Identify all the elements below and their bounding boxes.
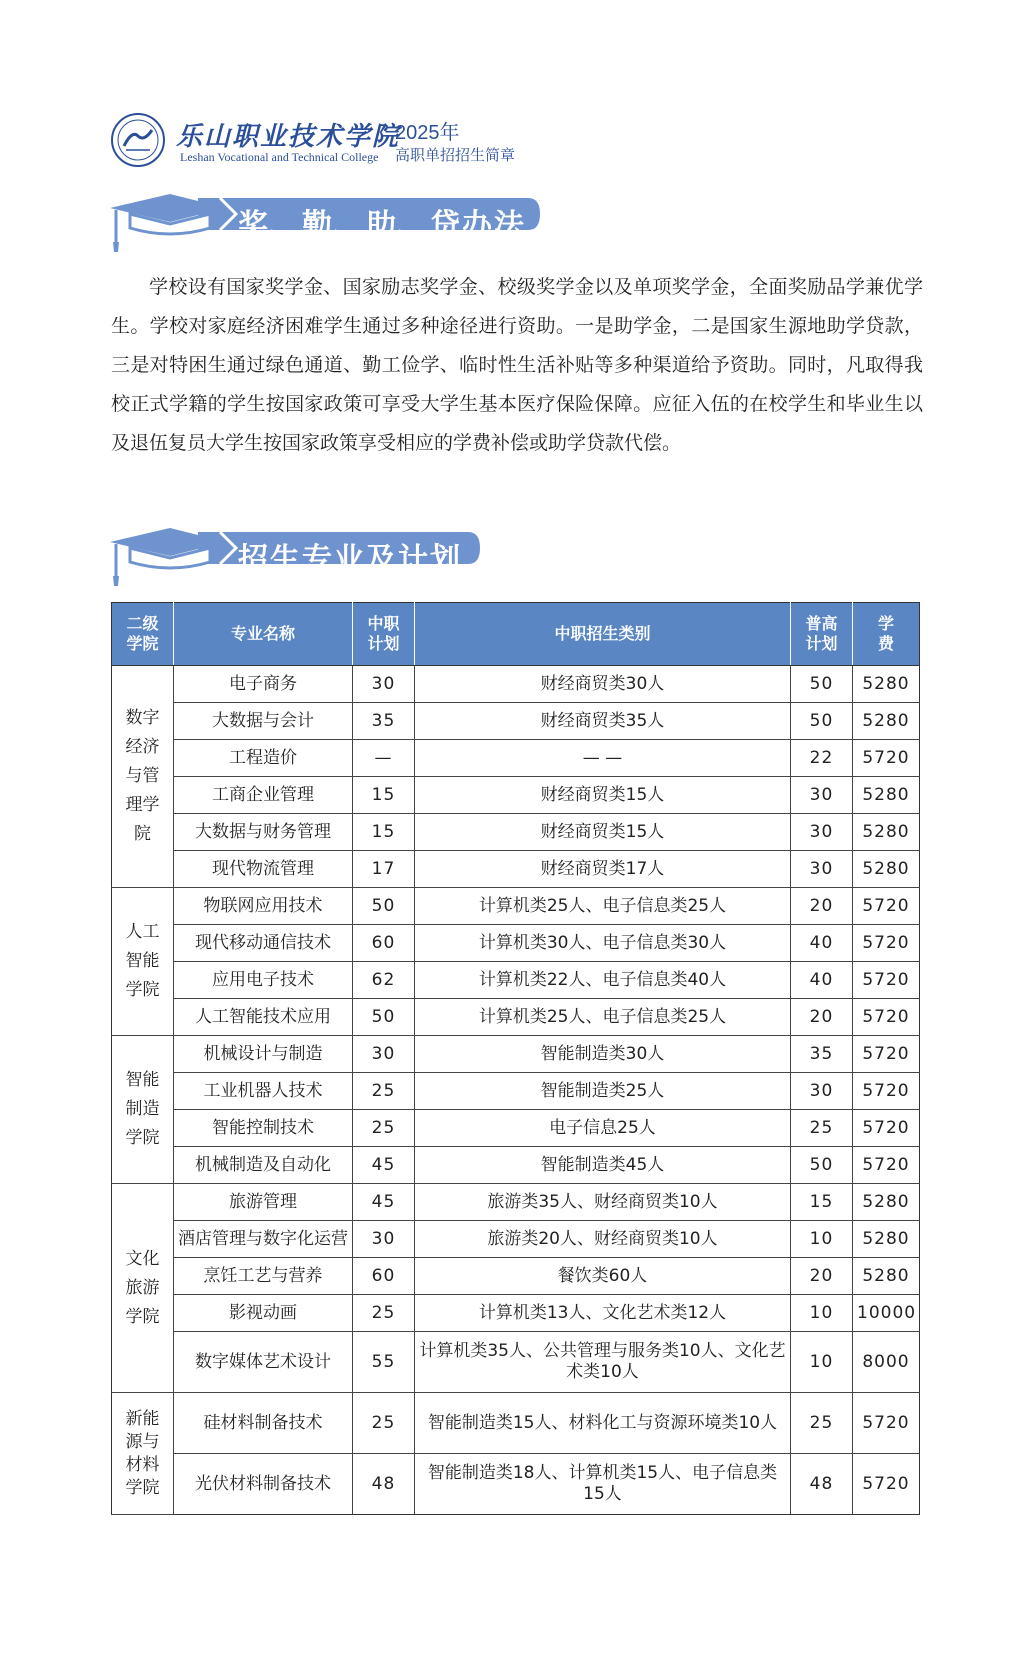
scholarship-paragraph: 学校设有国家奖学金、国家励志奖学金、校级奖学金以及单项奖学金，全面奖励品学兼优学生。学校对家庭经济困难学生通过多种途径进行资助。一是助学金，二是国家生源地助学贷款，三是对特困生通过绿色通道、勤工俭学、临时性生活补贴等多种渠道给予资助。同时，凡取得我校正式学籍的学生按国家政策可享受大学生基本医疗保险保障。应征入伍的在校学生和毕业生以及退伍复员大学生按国家政策享受相应的学费补偿或助学贷款代偿。 [111, 276, 923, 454]
header-major: 专业名称 [174, 603, 353, 666]
table-row [112, 888, 920, 925]
zz-category-cell: 智能制造类25人 [415, 1073, 791, 1110]
pg-plan-cell: 30 [791, 777, 853, 814]
fee-cell: 5720 [853, 1073, 920, 1110]
college-cell: 人工 智能 学院 [112, 888, 174, 1036]
major-cell: 工程造价 [174, 740, 353, 777]
zz-plan-cell: 60 [353, 1258, 415, 1295]
zz-category-cell: 财经商贸类30人 [415, 666, 791, 703]
fee-cell: 5720 [853, 1147, 920, 1184]
pg-plan-cell: 50 [791, 703, 853, 740]
table-row [112, 703, 920, 740]
header-fee: 学 费 [853, 603, 920, 666]
table-header-row [112, 603, 920, 666]
zz-plan-cell: 25 [353, 1295, 415, 1332]
table-row [112, 1258, 920, 1295]
brochure-year: 2025年 [395, 122, 460, 144]
major-cell: 机械制造及自动化 [174, 1147, 353, 1184]
zz-plan-cell: 30 [353, 666, 415, 703]
table-row [112, 1295, 920, 1332]
fee-cell: 5720 [853, 925, 920, 962]
zz-plan-cell: 55 [353, 1332, 415, 1393]
zz-plan-cell: 30 [353, 1036, 415, 1073]
zz-plan-cell: 45 [353, 1184, 415, 1221]
zz-category-cell: 智能制造类18人、计算机类15人、电子信息类15人 [415, 1454, 791, 1515]
section-title: 招生专业及计划 [238, 542, 462, 577]
pg-plan-cell: 20 [791, 999, 853, 1036]
major-cell: 大数据与财务管理 [174, 814, 353, 851]
table-row [112, 777, 920, 814]
table-row [112, 851, 920, 888]
zz-category-cell: 计算机类25人、电子信息类25人 [415, 888, 791, 925]
fee-cell: 8000 [853, 1332, 920, 1393]
fee-cell: 5280 [853, 851, 920, 888]
pg-plan-cell: 30 [791, 814, 853, 851]
table-row [112, 1454, 920, 1515]
pg-plan-cell: 40 [791, 962, 853, 999]
major-cell: 烹饪工艺与营养 [174, 1258, 353, 1295]
zz-category-cell: 计算机类22人、电子信息类40人 [415, 962, 791, 999]
major-cell: 酒店管理与数字化运营 [174, 1221, 353, 1258]
header-pg-plan: 普高 计划 [791, 603, 853, 666]
zz-plan-cell: — [353, 740, 415, 777]
pg-plan-cell: 22 [791, 740, 853, 777]
zz-category-cell: 智能制造类45人 [415, 1147, 791, 1184]
zz-plan-cell: 48 [353, 1454, 415, 1515]
table-row [112, 1073, 920, 1110]
major-cell: 应用电子技术 [174, 962, 353, 999]
table-row [112, 1393, 920, 1454]
zz-plan-cell: 25 [353, 1073, 415, 1110]
table-row [112, 1221, 920, 1258]
college-seal-icon [110, 112, 166, 168]
table-row [112, 925, 920, 962]
table-row [112, 1110, 920, 1147]
zz-plan-cell: 45 [353, 1147, 415, 1184]
zz-category-cell: 旅游类20人、财经商贸类10人 [415, 1221, 791, 1258]
pg-plan-cell: 30 [791, 851, 853, 888]
pg-plan-cell: 20 [791, 888, 853, 925]
zz-plan-cell: 60 [353, 925, 415, 962]
fee-cell: 5720 [853, 888, 920, 925]
zz-category-cell: 计算机类35人、公共管理与服务类10人、文化艺术类10人 [415, 1332, 791, 1393]
table-row [112, 999, 920, 1036]
zz-category-cell: 财经商贸类35人 [415, 703, 791, 740]
college-name-cn: 乐山职业技术学院 [176, 122, 401, 152]
header-zz-category: 中职招生类别 [415, 603, 791, 666]
zz-category-cell: 智能制造类30人 [415, 1036, 791, 1073]
zz-plan-cell: 17 [353, 851, 415, 888]
zz-plan-cell: 15 [353, 777, 415, 814]
major-cell: 现代物流管理 [174, 851, 353, 888]
zz-category-cell: 智能制造类15人、材料化工与资源环境类10人 [415, 1393, 791, 1454]
zz-plan-cell: 30 [353, 1221, 415, 1258]
pg-plan-cell: 25 [791, 1110, 853, 1147]
zz-plan-cell: 62 [353, 962, 415, 999]
enrollment-plan-table [111, 602, 920, 1515]
major-cell: 光伏材料制备技术 [174, 1454, 353, 1515]
fee-cell: 5280 [853, 1258, 920, 1295]
zz-plan-cell: 25 [353, 1110, 415, 1147]
college-cell: 文化 旅游 学院 [112, 1184, 174, 1393]
fee-cell: 5720 [853, 740, 920, 777]
pg-plan-cell: 35 [791, 1036, 853, 1073]
fee-cell: 5720 [853, 1393, 920, 1454]
fee-cell: 5720 [853, 1036, 920, 1073]
college-cell: 数字 经济 与管 理学 院 [112, 666, 174, 888]
zz-plan-cell: 25 [353, 1393, 415, 1454]
header-college: 二级 学院 [112, 603, 174, 666]
zz-category-cell: 计算机类25人、电子信息类25人 [415, 999, 791, 1036]
table-row [112, 1184, 920, 1221]
college-cell: 新能 源与 材料 学院 [112, 1393, 174, 1515]
pg-plan-cell: 15 [791, 1184, 853, 1221]
zz-category-cell: 电子信息25人 [415, 1110, 791, 1147]
major-cell: 大数据与会计 [174, 703, 353, 740]
table-row [112, 1036, 920, 1073]
table-body [112, 666, 920, 1515]
major-cell: 硅材料制备技术 [174, 1393, 353, 1454]
pg-plan-cell: 20 [791, 1258, 853, 1295]
major-cell: 影视动画 [174, 1295, 353, 1332]
major-cell: 数字媒体艺术设计 [174, 1332, 353, 1393]
pg-plan-cell: 50 [791, 666, 853, 703]
pg-plan-cell: 10 [791, 1295, 853, 1332]
table-row [112, 740, 920, 777]
zz-plan-cell: 35 [353, 703, 415, 740]
zz-category-cell: 财经商贸类17人 [415, 851, 791, 888]
table-row [112, 666, 920, 703]
table-row [112, 1332, 920, 1393]
major-cell: 机械设计与制造 [174, 1036, 353, 1073]
zz-category-cell: 财经商贸类15人 [415, 814, 791, 851]
major-cell: 人工智能技术应用 [174, 999, 353, 1036]
zz-category-cell: 餐饮类60人 [415, 1258, 791, 1295]
table-row [112, 962, 920, 999]
fee-cell: 10000 [853, 1295, 920, 1332]
major-cell: 现代移动通信技术 [174, 925, 353, 962]
fee-cell: 5720 [853, 1110, 920, 1147]
zz-plan-cell: 50 [353, 999, 415, 1036]
fee-cell: 5280 [853, 814, 920, 851]
pg-plan-cell: 25 [791, 1393, 853, 1454]
fee-cell: 5280 [853, 666, 920, 703]
table-row [112, 814, 920, 851]
college-name-en: Leshan Vocational and Technical College [180, 150, 379, 164]
fee-cell: 5280 [853, 1184, 920, 1221]
section-banner-enrollment [108, 522, 488, 592]
pg-plan-cell: 48 [791, 1454, 853, 1515]
major-cell: 物联网应用技术 [174, 888, 353, 925]
zz-plan-cell: 15 [353, 814, 415, 851]
fee-cell: 5280 [853, 1221, 920, 1258]
pg-plan-cell: 10 [791, 1221, 853, 1258]
pg-plan-cell: 50 [791, 1147, 853, 1184]
zz-category-cell: 旅游类35人、财经商贸类10人 [415, 1184, 791, 1221]
fee-cell: 5280 [853, 703, 920, 740]
fee-cell: 5280 [853, 777, 920, 814]
college-cell: 智能 制造 学院 [112, 1036, 174, 1184]
major-cell: 电子商务 [174, 666, 353, 703]
page-header [110, 112, 710, 172]
zz-plan-cell: 50 [353, 888, 415, 925]
fee-cell: 5720 [853, 1454, 920, 1515]
fee-cell: 5720 [853, 999, 920, 1036]
major-cell: 旅游管理 [174, 1184, 353, 1221]
header-zz-plan: 中职 计划 [353, 603, 415, 666]
major-cell: 工业机器人技术 [174, 1073, 353, 1110]
section-banner-scholarship [108, 188, 548, 258]
zz-category-cell: 财经商贸类15人 [415, 777, 791, 814]
pg-plan-cell: 30 [791, 1073, 853, 1110]
section-title: 奖、勤、助、贷办法 [238, 208, 526, 243]
zz-category-cell: 计算机类13人、文化艺术类12人 [415, 1295, 791, 1332]
fee-cell: 5720 [853, 962, 920, 999]
zz-category-cell: — — [415, 740, 791, 777]
zz-category-cell: 计算机类30人、电子信息类30人 [415, 925, 791, 962]
major-cell: 智能控制技术 [174, 1110, 353, 1147]
pg-plan-cell: 10 [791, 1332, 853, 1393]
table-row [112, 1147, 920, 1184]
major-cell: 工商企业管理 [174, 777, 353, 814]
brochure-subtitle: 高职单招招生简章 [395, 146, 516, 164]
pg-plan-cell: 40 [791, 925, 853, 962]
